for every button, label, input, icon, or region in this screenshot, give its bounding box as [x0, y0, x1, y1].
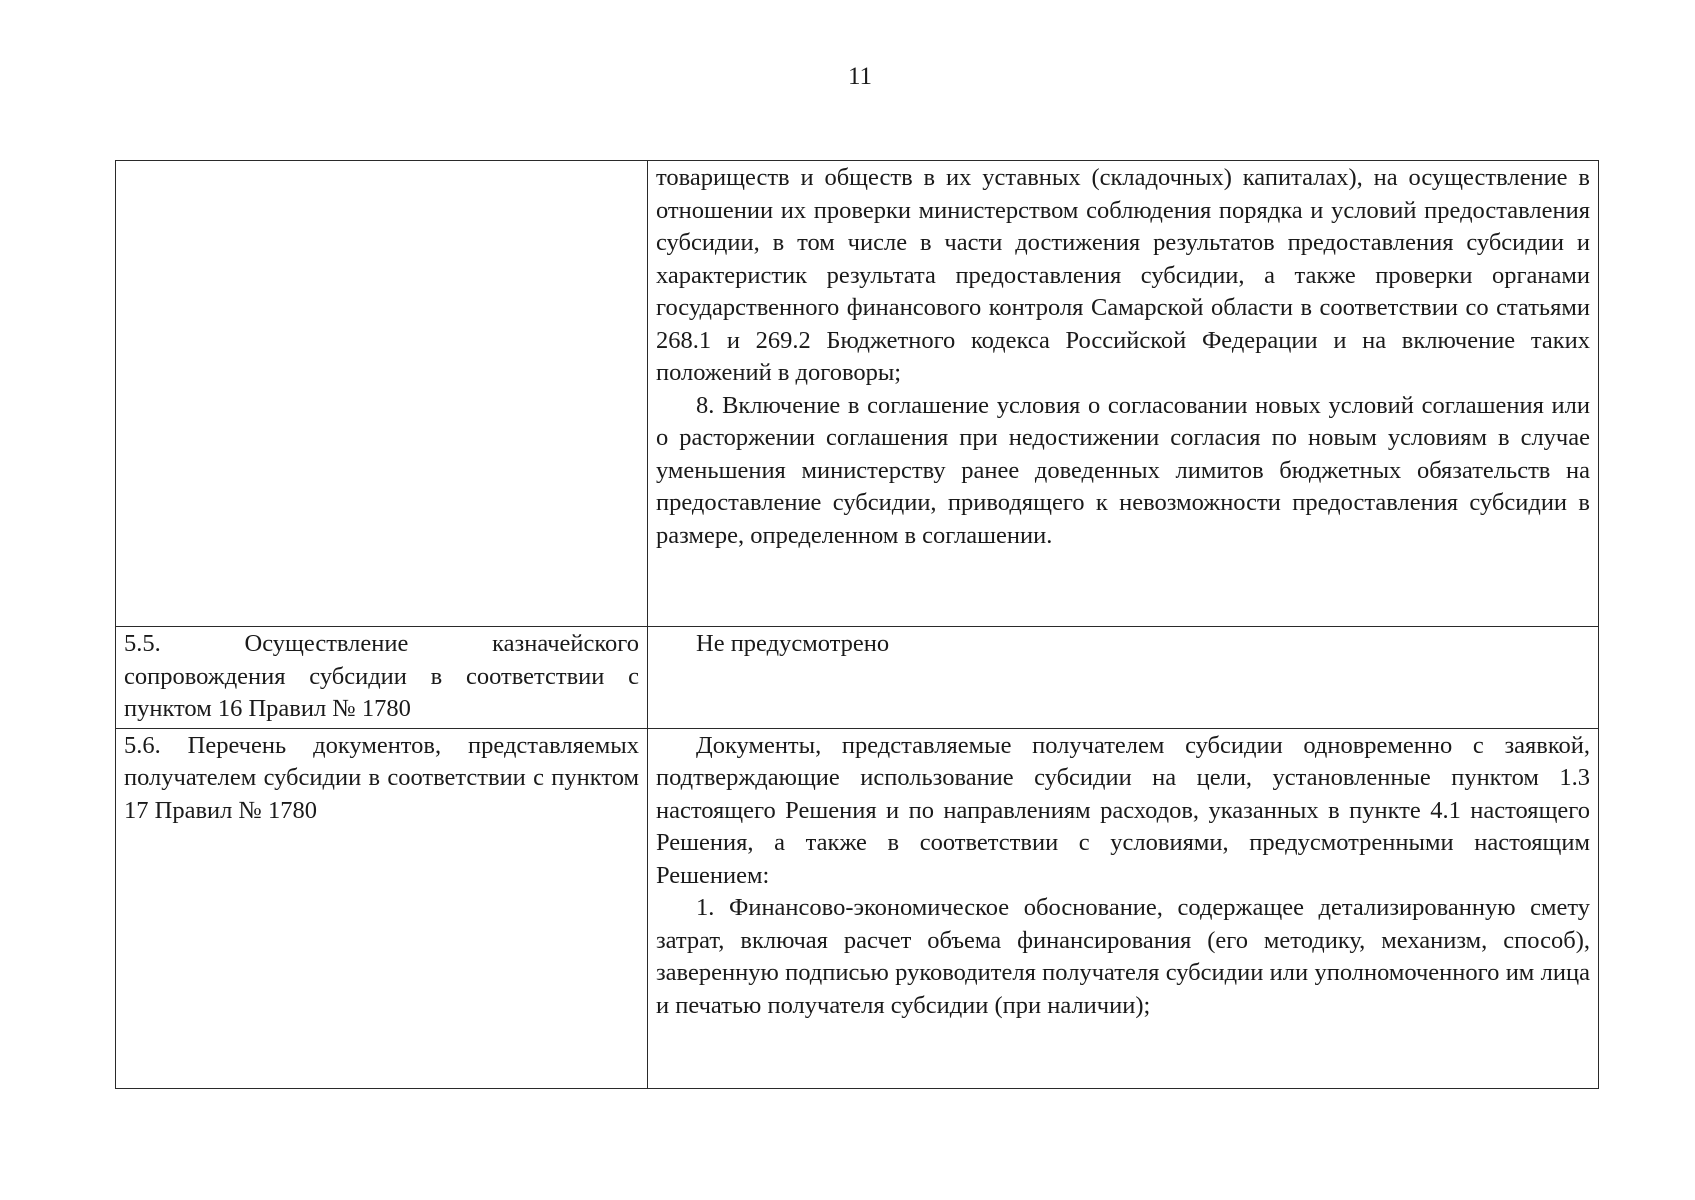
- row-label-cell: [116, 161, 648, 627]
- requirements-table: [115, 160, 1599, 1089]
- content-paragraph: Документы, представляемые получателем субсидии одновременно с заявкой, подтверждающие использование субсидии на цели, установленные пунктом 1.3 настоящего Решения и по направлениям расходов, указанных в пункте 4.1 настоящего Решения, а также в соответствии с условиями, предусмотренными настоящим Решением:: [656, 731, 1590, 889]
- row-label-cell: 5.6. Перечень документов, представляемых получателем субсидии в соответствии с пунктом 17 Правил № 1780: [116, 728, 648, 1088]
- content-paragraph: товариществ и обществ в их уставных (складочных) капиталах), на осуществление в отношении их проверки министерством соблюдения порядка и условий предоставления субсидии, в том числе в части достижения результатов предоставления субсидии и характеристик результата предоставления субсидии, а также проверки органами государственного финансового контроля Самарской области в соответствии со статьями 268.1 и 269.2 Бюджетного кодекса Российской Федерации и на включение таких положений в договоры;: [656, 164, 1590, 386]
- table-row: [116, 161, 1599, 627]
- row-label-cell: 5.5. Осуществление казначейского сопровождения субсидии в соответствии с пунктом 16 Правил № 1780: [116, 627, 648, 729]
- table-row: [116, 728, 1599, 1088]
- row-content-cell: [648, 161, 1599, 627]
- table-row: [116, 627, 1599, 729]
- row-content-cell: [648, 728, 1599, 1088]
- content-paragraph: 1. Финансово-экономическое обоснование, содержащее детализированную смету затрат, включая расчет объема финансирования (его методику, механизм, способ), заверенную подписью руководителя получателя субсидии или уполномоченного им лица и печатью получателя субсидии (при наличии);: [656, 894, 1590, 1019]
- page-number: 11: [847, 63, 873, 90]
- row-content-cell: [648, 627, 1599, 729]
- content-paragraph: 8. Включение в соглашение условия о согласовании новых условий соглашения или о расторжении соглашения при недостижении согласия по новым условиям в случае уменьшения министерству ранее доведенных лимитов бюджетных обязательств на предоставление субсидии, приводящего к невозможности предоставления субсидии в размере, определенном в соглашении.: [656, 391, 1590, 549]
- content-paragraph: Не предусмотрено: [696, 630, 890, 657]
